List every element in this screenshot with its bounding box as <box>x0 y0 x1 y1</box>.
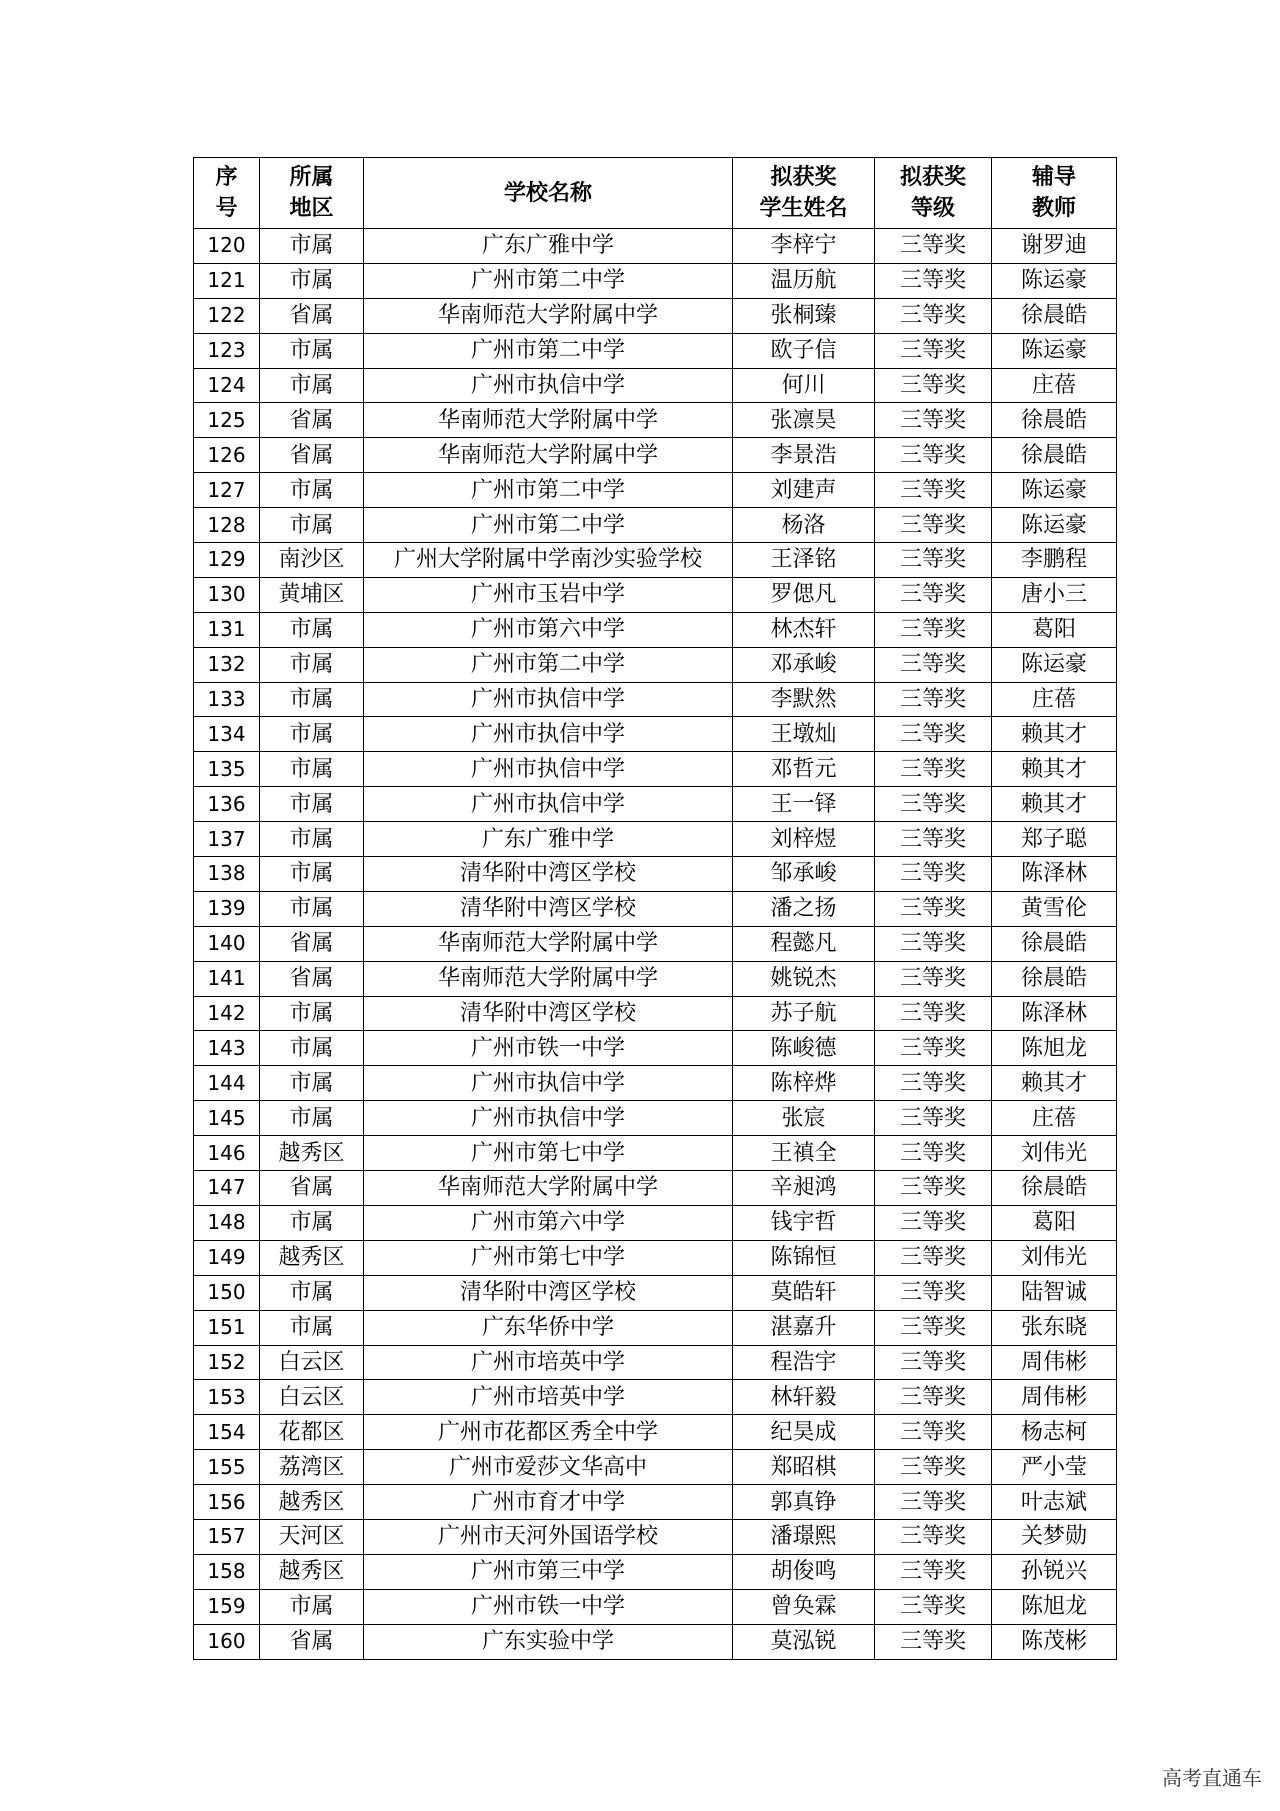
cell-student: 王禛全 <box>733 1136 875 1171</box>
cell-region: 市属 <box>260 996 364 1031</box>
cell-student: 潘璟熙 <box>733 1519 875 1554</box>
cell-teacher: 赖其才 <box>992 787 1117 822</box>
cell-level: 三等奖 <box>875 1554 992 1589</box>
cell-student: 张宸 <box>733 1101 875 1136</box>
cell-school: 广东广雅中学 <box>364 229 733 264</box>
cell-student: 莫皓轩 <box>733 1275 875 1310</box>
cell-level: 三等奖 <box>875 1275 992 1310</box>
table-row <box>194 891 1117 926</box>
cell-school: 华南师范大学附属中学 <box>364 438 733 473</box>
cell-level: 三等奖 <box>875 1380 992 1415</box>
cell-teacher: 徐晨皓 <box>992 438 1117 473</box>
cell-teacher: 庄蓓 <box>992 682 1117 717</box>
cell-teacher: 陈旭龙 <box>992 1589 1117 1624</box>
cell-teacher: 张东晓 <box>992 1310 1117 1345</box>
cell-region: 省属 <box>260 1171 364 1206</box>
cell-region: 荔湾区 <box>260 1450 364 1485</box>
cell-school: 广州市第二中学 <box>364 473 733 508</box>
cell-region: 黄埔区 <box>260 577 364 612</box>
cell-student: 邓承峻 <box>733 647 875 682</box>
cell-student: 陈锦恒 <box>733 1240 875 1275</box>
cell-teacher: 陈泽林 <box>992 857 1117 892</box>
cell-seq: 158 <box>194 1554 260 1589</box>
cell-school: 广州市铁一中学 <box>364 1031 733 1066</box>
cell-school: 广州市铁一中学 <box>364 1589 733 1624</box>
cell-school: 广州市爱莎文华高中 <box>364 1450 733 1485</box>
table-row <box>194 1066 1117 1101</box>
table-row <box>194 787 1117 822</box>
cell-region: 南沙区 <box>260 543 364 578</box>
cell-seq: 142 <box>194 996 260 1031</box>
cell-student: 曾奂霖 <box>733 1589 875 1624</box>
cell-seq: 127 <box>194 473 260 508</box>
cell-school: 广州市第七中学 <box>364 1240 733 1275</box>
cell-teacher: 徐晨皓 <box>992 926 1117 961</box>
table-row <box>194 368 1117 403</box>
table-row <box>194 682 1117 717</box>
cell-teacher: 关梦勋 <box>992 1519 1117 1554</box>
cell-region: 市属 <box>260 612 364 647</box>
cell-level: 三等奖 <box>875 403 992 438</box>
cell-level: 三等奖 <box>875 1589 992 1624</box>
cell-school: 广州市第二中学 <box>364 647 733 682</box>
cell-school: 清华附中湾区学校 <box>364 1275 733 1310</box>
cell-level: 三等奖 <box>875 263 992 298</box>
cell-student: 王一铎 <box>733 787 875 822</box>
cell-school: 华南师范大学附属中学 <box>364 298 733 333</box>
cell-school: 华南师范大学附属中学 <box>364 961 733 996</box>
cell-student: 程浩宇 <box>733 1345 875 1380</box>
cell-seq: 120 <box>194 229 260 264</box>
table-row <box>194 438 1117 473</box>
cell-school: 广州市玉岩中学 <box>364 577 733 612</box>
cell-teacher: 唐小三 <box>992 577 1117 612</box>
table-row <box>194 1589 1117 1624</box>
cell-teacher: 赖其才 <box>992 717 1117 752</box>
cell-student: 苏子航 <box>733 996 875 1031</box>
cell-seq: 137 <box>194 822 260 857</box>
table-row <box>194 577 1117 612</box>
cell-school: 广州市第三中学 <box>364 1554 733 1589</box>
cell-level: 三等奖 <box>875 1101 992 1136</box>
cell-level: 三等奖 <box>875 1415 992 1450</box>
table-row <box>194 403 1117 438</box>
cell-teacher: 陈运豪 <box>992 508 1117 543</box>
cell-student: 罗偲凡 <box>733 577 875 612</box>
header-region: 所属 地区 <box>260 158 364 229</box>
table-row <box>194 822 1117 857</box>
table-row <box>194 1380 1117 1415</box>
cell-school: 广州市第二中学 <box>364 263 733 298</box>
table-row <box>194 543 1117 578</box>
cell-student: 林杰轩 <box>733 612 875 647</box>
cell-school: 广州市第二中学 <box>364 508 733 543</box>
cell-region: 市属 <box>260 263 364 298</box>
cell-seq: 124 <box>194 368 260 403</box>
table-row <box>194 1450 1117 1485</box>
cell-teacher: 陈泽林 <box>992 996 1117 1031</box>
table-row <box>194 298 1117 333</box>
table-row <box>194 926 1117 961</box>
header-student: 拟获奖 学生姓名 <box>733 158 875 229</box>
cell-level: 三等奖 <box>875 1519 992 1554</box>
cell-seq: 140 <box>194 926 260 961</box>
table-row <box>194 996 1117 1031</box>
cell-teacher: 陈运豪 <box>992 263 1117 298</box>
cell-seq: 147 <box>194 1171 260 1206</box>
watermark: 高考直通车 <box>1162 1766 1262 1790</box>
cell-school: 广州市育才中学 <box>364 1485 733 1520</box>
cell-level: 三等奖 <box>875 787 992 822</box>
cell-school: 广州市花都区秀全中学 <box>364 1415 733 1450</box>
cell-seq: 156 <box>194 1485 260 1520</box>
cell-level: 三等奖 <box>875 577 992 612</box>
cell-teacher: 徐晨皓 <box>992 298 1117 333</box>
cell-region: 市属 <box>260 1589 364 1624</box>
cell-school: 清华附中湾区学校 <box>364 891 733 926</box>
cell-seq: 134 <box>194 717 260 752</box>
cell-level: 三等奖 <box>875 612 992 647</box>
cell-seq: 136 <box>194 787 260 822</box>
cell-teacher: 严小莹 <box>992 1450 1117 1485</box>
cell-seq: 123 <box>194 333 260 368</box>
cell-teacher: 赖其才 <box>992 752 1117 787</box>
cell-student: 邓哲元 <box>733 752 875 787</box>
table-row <box>194 647 1117 682</box>
cell-school: 广州市执信中学 <box>364 1066 733 1101</box>
cell-school: 广东广雅中学 <box>364 822 733 857</box>
cell-school: 广州市第六中学 <box>364 1205 733 1240</box>
cell-seq: 126 <box>194 438 260 473</box>
cell-level: 三等奖 <box>875 368 992 403</box>
cell-region: 市属 <box>260 857 364 892</box>
cell-region: 白云区 <box>260 1345 364 1380</box>
cell-school: 广州市执信中学 <box>364 717 733 752</box>
cell-teacher: 叶志斌 <box>992 1485 1117 1520</box>
cell-teacher: 刘伟光 <box>992 1240 1117 1275</box>
cell-level: 三等奖 <box>875 926 992 961</box>
cell-region: 越秀区 <box>260 1554 364 1589</box>
cell-seq: 160 <box>194 1624 260 1659</box>
cell-teacher: 葛阳 <box>992 612 1117 647</box>
cell-region: 市属 <box>260 787 364 822</box>
cell-school: 广东华侨中学 <box>364 1310 733 1345</box>
table-row <box>194 612 1117 647</box>
cell-student: 湛嘉升 <box>733 1310 875 1345</box>
table-row <box>194 1205 1117 1240</box>
cell-teacher: 周伟彬 <box>992 1380 1117 1415</box>
cell-region: 市属 <box>260 229 364 264</box>
cell-level: 三等奖 <box>875 1450 992 1485</box>
table-row <box>194 1031 1117 1066</box>
cell-student: 胡俊鸣 <box>733 1554 875 1589</box>
cell-region: 省属 <box>260 961 364 996</box>
cell-seq: 159 <box>194 1589 260 1624</box>
cell-student: 王泽铭 <box>733 543 875 578</box>
cell-teacher: 徐晨皓 <box>992 1171 1117 1206</box>
cell-school: 广东实验中学 <box>364 1624 733 1659</box>
cell-school: 广州市执信中学 <box>364 1101 733 1136</box>
cell-region: 省属 <box>260 926 364 961</box>
cell-teacher: 陆智诚 <box>992 1275 1117 1310</box>
cell-seq: 122 <box>194 298 260 333</box>
cell-seq: 153 <box>194 1380 260 1415</box>
table-row <box>194 1101 1117 1136</box>
table-row <box>194 752 1117 787</box>
cell-level: 三等奖 <box>875 1310 992 1345</box>
cell-level: 三等奖 <box>875 438 992 473</box>
cell-seq: 130 <box>194 577 260 612</box>
cell-school: 清华附中湾区学校 <box>364 857 733 892</box>
cell-region: 市属 <box>260 647 364 682</box>
cell-student: 郭真铮 <box>733 1485 875 1520</box>
cell-teacher: 黄雪伦 <box>992 891 1117 926</box>
cell-student: 张凛昊 <box>733 403 875 438</box>
cell-teacher: 陈运豪 <box>992 473 1117 508</box>
cell-level: 三等奖 <box>875 682 992 717</box>
cell-level: 三等奖 <box>875 1171 992 1206</box>
cell-student: 张桐臻 <box>733 298 875 333</box>
cell-school: 广州市天河外国语学校 <box>364 1519 733 1554</box>
cell-teacher: 陈运豪 <box>992 647 1117 682</box>
cell-level: 三等奖 <box>875 1624 992 1659</box>
cell-teacher: 郑子聪 <box>992 822 1117 857</box>
header-seq: 序 号 <box>194 158 260 229</box>
cell-region: 花都区 <box>260 1415 364 1450</box>
cell-student: 温历航 <box>733 263 875 298</box>
cell-level: 三等奖 <box>875 1031 992 1066</box>
cell-seq: 144 <box>194 1066 260 1101</box>
cell-school: 广州市执信中学 <box>364 682 733 717</box>
cell-region: 越秀区 <box>260 1485 364 1520</box>
cell-level: 三等奖 <box>875 647 992 682</box>
cell-seq: 148 <box>194 1205 260 1240</box>
table-row <box>194 473 1117 508</box>
cell-school: 广州市培英中学 <box>364 1345 733 1380</box>
cell-school: 华南师范大学附属中学 <box>364 403 733 438</box>
cell-student: 李默然 <box>733 682 875 717</box>
cell-teacher: 周伟彬 <box>992 1345 1117 1380</box>
cell-school: 广州市第二中学 <box>364 333 733 368</box>
cell-student: 程懿凡 <box>733 926 875 961</box>
cell-region: 市属 <box>260 333 364 368</box>
cell-school: 广州市执信中学 <box>364 752 733 787</box>
header-row <box>194 158 1117 229</box>
cell-seq: 132 <box>194 647 260 682</box>
table-row <box>194 1485 1117 1520</box>
cell-region: 市属 <box>260 1101 364 1136</box>
cell-teacher: 孙锐兴 <box>992 1554 1117 1589</box>
cell-region: 省属 <box>260 298 364 333</box>
cell-student: 钱宇哲 <box>733 1205 875 1240</box>
table-row <box>194 857 1117 892</box>
cell-seq: 154 <box>194 1415 260 1450</box>
cell-student: 潘之扬 <box>733 891 875 926</box>
cell-school: 广州市第六中学 <box>364 612 733 647</box>
cell-seq: 139 <box>194 891 260 926</box>
cell-level: 三等奖 <box>875 333 992 368</box>
cell-seq: 133 <box>194 682 260 717</box>
cell-student: 刘建声 <box>733 473 875 508</box>
table-row <box>194 1136 1117 1171</box>
cell-region: 市属 <box>260 368 364 403</box>
cell-seq: 121 <box>194 263 260 298</box>
cell-student: 辛昶鸿 <box>733 1171 875 1206</box>
cell-teacher: 庄蓓 <box>992 1101 1117 1136</box>
cell-seq: 157 <box>194 1519 260 1554</box>
cell-level: 三等奖 <box>875 717 992 752</box>
cell-seq: 135 <box>194 752 260 787</box>
cell-level: 三等奖 <box>875 543 992 578</box>
cell-region: 市属 <box>260 1066 364 1101</box>
cell-region: 市属 <box>260 473 364 508</box>
cell-teacher: 赖其才 <box>992 1066 1117 1101</box>
header-level: 拟获奖 等级 <box>875 158 992 229</box>
cell-level: 三等奖 <box>875 961 992 996</box>
cell-seq: 155 <box>194 1450 260 1485</box>
cell-level: 三等奖 <box>875 1345 992 1380</box>
cell-school: 华南师范大学附属中学 <box>364 926 733 961</box>
cell-level: 三等奖 <box>875 1136 992 1171</box>
cell-school: 广州市培英中学 <box>364 1380 733 1415</box>
cell-student: 欧子信 <box>733 333 875 368</box>
table-row <box>194 1345 1117 1380</box>
cell-level: 三等奖 <box>875 1066 992 1101</box>
cell-school: 广州市第七中学 <box>364 1136 733 1171</box>
cell-level: 三等奖 <box>875 996 992 1031</box>
cell-teacher: 葛阳 <box>992 1205 1117 1240</box>
table-body <box>194 229 1117 1660</box>
cell-region: 市属 <box>260 891 364 926</box>
cell-student: 郑昭棋 <box>733 1450 875 1485</box>
cell-level: 三等奖 <box>875 508 992 543</box>
cell-student: 陈梓烨 <box>733 1066 875 1101</box>
cell-level: 三等奖 <box>875 298 992 333</box>
cell-teacher: 杨志柯 <box>992 1415 1117 1450</box>
cell-student: 林轩毅 <box>733 1380 875 1415</box>
cell-level: 三等奖 <box>875 752 992 787</box>
cell-school: 广州市执信中学 <box>364 787 733 822</box>
cell-region: 省属 <box>260 403 364 438</box>
table-row <box>194 333 1117 368</box>
cell-student: 姚锐杰 <box>733 961 875 996</box>
cell-region: 市属 <box>260 1310 364 1345</box>
cell-student: 纪昊成 <box>733 1415 875 1450</box>
table-row <box>194 508 1117 543</box>
cell-level: 三等奖 <box>875 1240 992 1275</box>
cell-seq: 138 <box>194 857 260 892</box>
cell-teacher: 庄蓓 <box>992 368 1117 403</box>
cell-student: 莫泓锐 <box>733 1624 875 1659</box>
table-row <box>194 717 1117 752</box>
cell-seq: 125 <box>194 403 260 438</box>
cell-school: 广州市执信中学 <box>364 368 733 403</box>
cell-teacher: 陈茂彬 <box>992 1624 1117 1659</box>
cell-seq: 128 <box>194 508 260 543</box>
cell-region: 市属 <box>260 508 364 543</box>
cell-region: 市属 <box>260 682 364 717</box>
table-row <box>194 961 1117 996</box>
award-table <box>193 157 1117 1660</box>
cell-student: 李梓宁 <box>733 229 875 264</box>
cell-region: 省属 <box>260 1624 364 1659</box>
table-row <box>194 1171 1117 1206</box>
cell-region: 白云区 <box>260 1380 364 1415</box>
cell-level: 三等奖 <box>875 473 992 508</box>
cell-teacher: 陈运豪 <box>992 333 1117 368</box>
cell-teacher: 徐晨皓 <box>992 403 1117 438</box>
table-row <box>194 1624 1117 1659</box>
cell-seq: 151 <box>194 1310 260 1345</box>
table-row <box>194 1554 1117 1589</box>
cell-region: 越秀区 <box>260 1136 364 1171</box>
cell-seq: 152 <box>194 1345 260 1380</box>
cell-seq: 146 <box>194 1136 260 1171</box>
cell-student: 陈峻德 <box>733 1031 875 1066</box>
header-teacher: 辅导 教师 <box>992 158 1117 229</box>
cell-student: 邹承峻 <box>733 857 875 892</box>
header-school: 学校名称 <box>364 158 733 229</box>
cell-school: 华南师范大学附属中学 <box>364 1171 733 1206</box>
cell-level: 三等奖 <box>875 229 992 264</box>
cell-teacher: 谢罗迪 <box>992 229 1117 264</box>
table-row <box>194 1310 1117 1345</box>
cell-teacher: 刘伟光 <box>992 1136 1117 1171</box>
cell-teacher: 徐晨皓 <box>992 961 1117 996</box>
cell-region: 省属 <box>260 438 364 473</box>
table-row <box>194 229 1117 264</box>
cell-teacher: 陈旭龙 <box>992 1031 1117 1066</box>
table-row <box>194 1519 1117 1554</box>
cell-school: 广州大学附属中学南沙实验学校 <box>364 543 733 578</box>
cell-school: 清华附中湾区学校 <box>364 996 733 1031</box>
cell-student: 杨洛 <box>733 508 875 543</box>
cell-region: 天河区 <box>260 1519 364 1554</box>
cell-region: 市属 <box>260 1275 364 1310</box>
cell-seq: 150 <box>194 1275 260 1310</box>
cell-student: 李景浩 <box>733 438 875 473</box>
table-row <box>194 1415 1117 1450</box>
cell-level: 三等奖 <box>875 857 992 892</box>
cell-seq: 129 <box>194 543 260 578</box>
cell-level: 三等奖 <box>875 1205 992 1240</box>
cell-teacher: 李鹏程 <box>992 543 1117 578</box>
cell-region: 越秀区 <box>260 1240 364 1275</box>
cell-region: 市属 <box>260 1205 364 1240</box>
cell-student: 刘梓煜 <box>733 822 875 857</box>
cell-region: 市属 <box>260 1031 364 1066</box>
cell-seq: 131 <box>194 612 260 647</box>
cell-seq: 145 <box>194 1101 260 1136</box>
cell-seq: 143 <box>194 1031 260 1066</box>
cell-region: 市属 <box>260 822 364 857</box>
cell-level: 三等奖 <box>875 891 992 926</box>
table-row <box>194 263 1117 298</box>
cell-seq: 149 <box>194 1240 260 1275</box>
cell-seq: 141 <box>194 961 260 996</box>
cell-region: 市属 <box>260 717 364 752</box>
cell-student: 何川 <box>733 368 875 403</box>
table-row <box>194 1240 1117 1275</box>
cell-level: 三等奖 <box>875 822 992 857</box>
cell-region: 市属 <box>260 752 364 787</box>
table-row <box>194 1275 1117 1310</box>
cell-level: 三等奖 <box>875 1485 992 1520</box>
cell-student: 王墩灿 <box>733 717 875 752</box>
